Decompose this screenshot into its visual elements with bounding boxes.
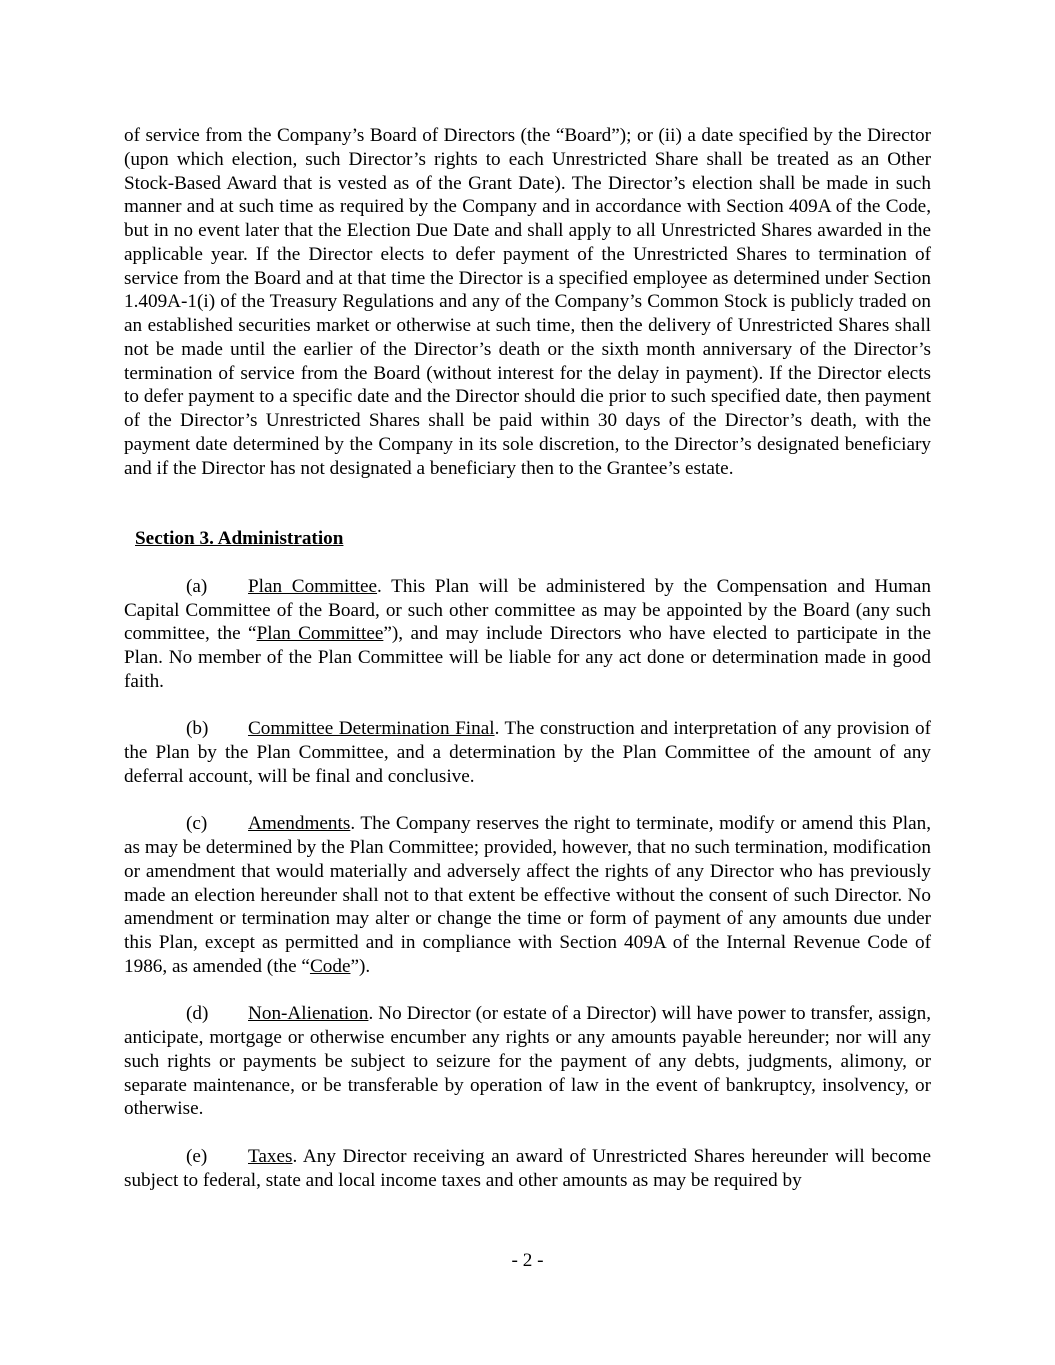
subsection-label: (c) [186,813,208,835]
subsection-label: (d) [186,1003,209,1025]
subsection-text: . The construction and interpretation of any provision of the Plan by the Plan Committee, and a determination by the Plan Committee of the amount of any deferral account, will be final and conclusive. [124,718,931,787]
subsection-text: . This Plan will be administered by the Compensation and Human Capital Committee of the Board, or such other committee as may be appointed by the Board (any such committee, the “ [124,575,931,645]
subsection-text: ”). [350,955,371,977]
document-page [124,124,931,1211]
page-number: - 2 - [511,1250,544,1271]
defined-term: Plan Committee [256,623,384,645]
subsection-b [124,717,931,788]
section-heading: Section 3. Administration [135,528,344,550]
subsection-text: . Any Director receiving an award of Unrestricted Shares hereunder will become subject to federal, state and local income taxes and other amounts as may be required by [124,1145,931,1191]
subsection-title: Amendments [248,813,351,835]
subsection-label: (e) [186,1145,208,1167]
subsection-a [124,575,931,694]
subsection-title: Non-Alienation [248,1003,369,1025]
subsection-text: ”), and may include Directors who have elected to participate in the Plan. No member of the Plan Committee will be liable for any act done or determination made in good faith. [124,623,931,692]
subsection-c [124,812,931,978]
subsection-label: (b) [186,718,209,740]
subsection-e [124,1145,931,1193]
subsection-title: Plan Committee [248,575,378,597]
subsection-text: . No Director (or estate of a Director) will have power to transfer, assign, anticipate, mortgage or otherwise encumber any rights or any amounts payable hereunder; nor will any such rights or payments be subject to seizure for the payment of any debts, judgments, alimony, or separate maintenance, or be transferable by operation of law in the event of bankruptcy, insolvency, or otherwise. [124,1003,931,1120]
subsection-title: Committee Determination Final [248,718,495,740]
subsection-label: (a) [186,575,208,597]
subsection-text: . The Company reserves the right to terminate, modify or amend this Plan, as may be determined by the Plan Committee; provided, however, that no such termination, modification or amendment that would materially and adversely affect the rights of any Director who has previously made an election hereunder shall not to that extent be effective without the consent of such Director. No amendment or termination may alter or change the time or form of payment of any amounts due under this Plan, except as permitted and in compliance with Section 409A of the Internal Revenue Code of 1986, as amended (the “ [124,813,931,977]
subsection-title: Taxes [248,1145,293,1167]
intro-paragraph: of service from the Company’s Board of Directors (the “Board”); or (ii) a date specified by the Director (upon which election, such Director’s rights to each Unrestricted Share shall be treated as an Other Stock-Based Award that is vested as of the Grant Date). The Director’s election shall be made in such manner and at such time as required by the Company and in accordance with Section 409A of the Code, but in no event later that the Election Due Date and shall apply to all Unrestricted Shares awarded in the applicable year. If the Director elects to defer payment of the Unrestricted Shares to termination of service from the Board and at that time the Director is a specified employee as determined under Section 1.409A-1(i) of the Treasury Regulations and any of the Company’s Common Stock is publicly traded on an established securities market or otherwise at such time, then the delivery of Unrestricted Shares shall not be made until the earlier of the Director’s death or the sixth month anniversary of the Director’s termination of service from the Board (without interest for the delay in payment). If the Director elects to defer payment to a specific date and the Director should die prior to such specified date, then payment of the Director’s Unrestricted Shares shall be paid within 30 days of the Director’s death, with the payment date determined by the Company in its sole discretion, to the Director’s designated beneficiary and if the Director has not designated a beneficiary then to the Grantee’s estate. [124,125,931,479]
defined-term: Code [309,955,351,977]
subsection-d [124,1002,931,1121]
